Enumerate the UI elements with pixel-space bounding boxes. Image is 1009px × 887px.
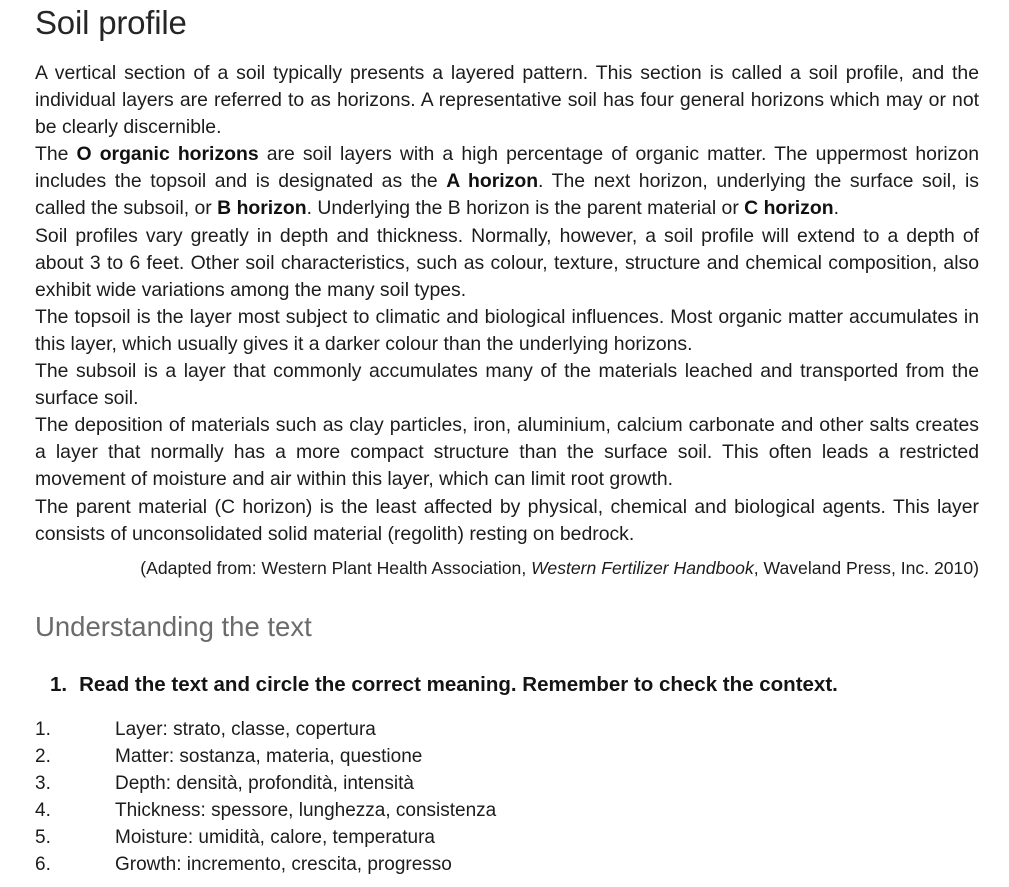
paragraph-horizons <box>35 141 979 222</box>
vocab-text: Layer: strato, classe, copertura <box>115 719 376 740</box>
vocab-text: Moisture: umidità, calore, temperatura <box>115 827 435 849</box>
paragraph-topsoil: The topsoil is the layer most subject to climatic and biological influences. Most organic matter accumulates in this layer, which usually gives it a darker colour than the underlying horizons. <box>35 305 979 355</box>
vocab-item <box>35 743 496 770</box>
paragraph-subsoil: The subsoil is a layer that commonly accumulates many of the materials leached and transported from the surface soil. <box>35 360 979 410</box>
source-citation <box>35 556 979 580</box>
paragraph-deposition: The deposition of materials such as clay particles, iron, aluminium, calcium carbonate and other salts creates a layer that normally has a more compact structure than the surface soil. This often leads a restricted movement of moisture and air within this layer, which can limit root growth. <box>35 414 979 491</box>
vocab-number: 5. <box>35 827 51 849</box>
vocab-number: 1. <box>35 719 51 740</box>
term-o-horizon: O organic horizons <box>76 143 259 166</box>
vocab-item <box>35 824 496 851</box>
text-span: are soil layers with a high percentage of organic matter. The uppermost horizon includes the topsoil and is designated as the <box>35 143 979 193</box>
term-c-horizon: C horizon <box>744 197 834 220</box>
text-span: . Underlying the B horizon is the parent material or <box>306 197 745 220</box>
vocab-number: 2. <box>35 746 51 768</box>
exercise-instruction-text: Read the text and circle the correct meaning. Remember to check the context. <box>79 673 838 696</box>
section-heading: Understanding the text <box>35 611 312 642</box>
vocab-item <box>35 851 496 878</box>
paragraph-depth: Soil profiles vary greatly in depth and thickness. Normally, however, a soil profile will extend to a depth of about 3 to 6 feet. Other soil characteristics, such as colour, texture, structure and chemical composition, also exhibit wide variations among the many soil types. <box>35 224 979 301</box>
citation-prefix: (Adapted from: Western Plant Health Association, <box>140 558 532 578</box>
vocab-item <box>35 797 496 824</box>
vocab-number: 3. <box>35 773 51 795</box>
vocab-text: Depth: densità, profondità, intensità <box>115 773 414 795</box>
article-body <box>35 60 979 548</box>
page-title: Soil profile <box>35 4 187 41</box>
citation-suffix: , Waveland Press, Inc. 2010) <box>753 558 979 578</box>
vocab-item <box>35 770 496 797</box>
exercise-number: 1. <box>50 673 68 696</box>
vocab-item <box>35 716 496 743</box>
exercise-instruction <box>50 673 838 697</box>
vocabulary-list <box>35 716 496 879</box>
vocab-number: 4. <box>35 800 51 822</box>
citation-book-title: Western Fertilizer Handbook <box>531 558 754 578</box>
paragraph-intro: A vertical section of a soil typically presents a layered pattern. This section is called a soil profile, and the individual layers are referred to as horizons. A representative soil has four general horizons which may or not be clearly discernible. <box>35 62 979 139</box>
term-b-horizon: B horizon <box>217 197 307 220</box>
vocab-text: Matter: sostanza, materia, questione <box>115 746 423 768</box>
paragraph-parent-material: The parent material (C horizon) is the least affected by physical, chemical and biological agents. This layer consists of unconsolidated solid material (regolith) resting on bedrock. <box>35 495 979 545</box>
text-span: . The next horizon, underlying the surface soil, is called the subsoil, or <box>35 170 980 220</box>
text-span: The <box>35 143 77 166</box>
vocab-number: 6. <box>35 854 51 876</box>
term-a-horizon: A horizon <box>446 170 539 193</box>
text-span: . <box>833 197 839 220</box>
vocab-text: Thickness: spessore, lunghezza, consistenza <box>115 800 497 822</box>
vocab-text: Growth: incremento, crescita, progresso <box>115 854 452 876</box>
